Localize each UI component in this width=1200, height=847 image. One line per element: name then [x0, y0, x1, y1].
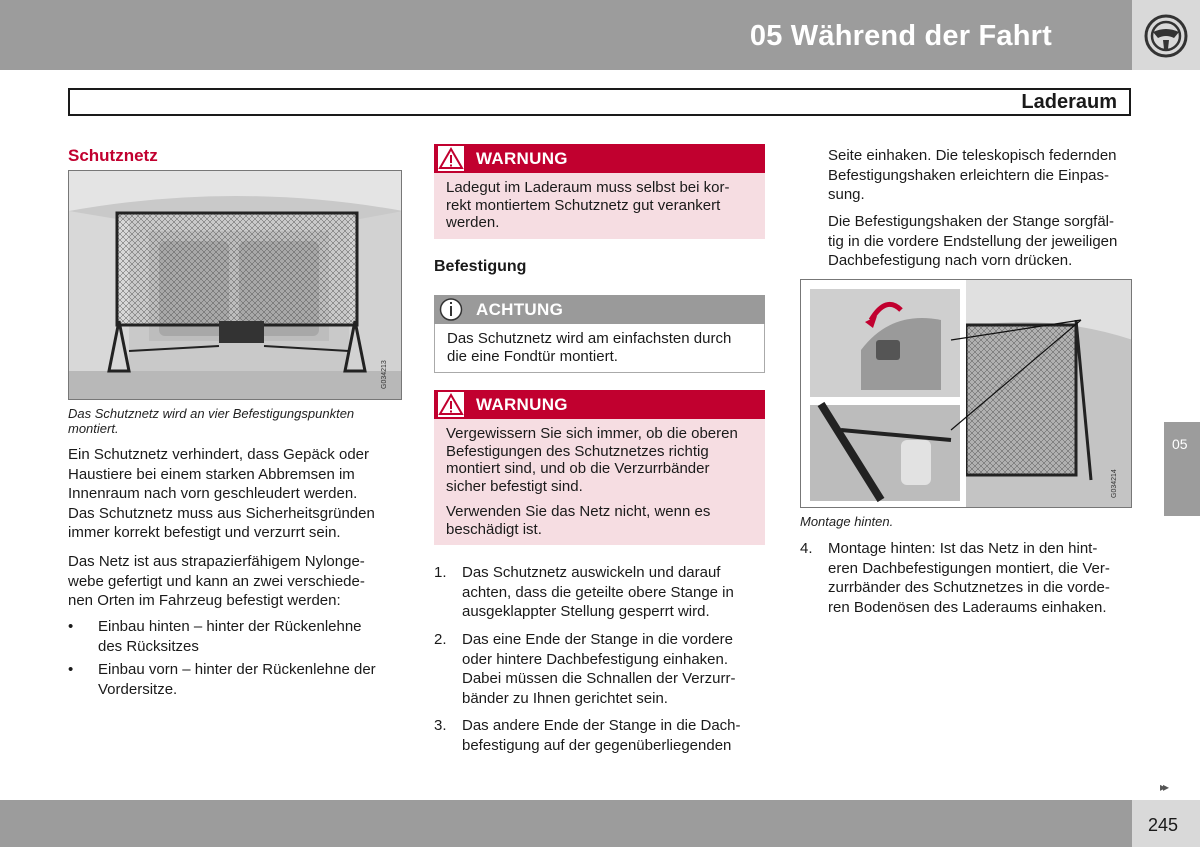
- chapter-icon-box: [1132, 0, 1200, 70]
- rear-mounting-photo: [800, 279, 1132, 508]
- warning-text: Ladegut im Laderaum muss selbst bei kor- rekt montiertem Schutznetz gut verankert werden.: [434, 173, 765, 239]
- caution-header: ACHTUNG: [434, 295, 765, 324]
- photo-code: G034214: [1111, 469, 1118, 498]
- warning-box-1: [434, 144, 765, 239]
- warning-triangle-icon: [438, 392, 464, 417]
- warning-triangle-icon: [438, 146, 464, 171]
- photo-code: G034213: [381, 360, 388, 389]
- step-2: 2. Das eine Ende der Stange in die vordere oder hintere Dachbefestigung einhaken. Dabei müssen die Schnallen der Verzurr- bänder zu Ihnen gerichtet sein.: [434, 631, 736, 707]
- caution-text: Das Schutznetz wird am einfachsten durch die eine Fondtür montiert.: [434, 324, 765, 373]
- cargo-net-photo: [68, 170, 402, 400]
- section-header-box: [68, 88, 1131, 116]
- step-1: 1. Das Schutznetz auswickeln und darauf achten, dass die geteilte obere Stange in ausgeklappter Stellung gesperrt wird.: [434, 564, 734, 620]
- section-heading-schutznetz: Schutznetz: [68, 146, 158, 165]
- intro-paragraph: Ein Schutznetz verhindert, dass Gepäck oder Haustiere bei einem starken Abbremsen im Innenraum nach vorn geschleudert werden. Das Schutznetz muss aus Sicherheitsgründen immer korrekt befestigt und verzurrt sein.: [68, 446, 375, 541]
- list-item: • Einbau vorn – hinter der Rückenlehne der Vordersitze.: [68, 661, 376, 698]
- info-icon: [438, 297, 464, 322]
- chapter-side-tab: 05: [1164, 422, 1200, 516]
- chapter-header-bar: [0, 0, 1132, 70]
- section-title: Laderaum: [1021, 91, 1117, 113]
- continue-arrows-icon: ▸▸: [1160, 780, 1167, 794]
- step-3: 3. Das andere Ende der Stange in die Dach- befestigung auf der gegenüberliegenden: [434, 717, 741, 754]
- continued-paragraph: Seite einhaken. Die teleskopisch federnden Befestigungshaken erleichtern die Einpas- sung.: [828, 147, 1117, 203]
- warning-box-2: [434, 390, 765, 545]
- step-4: 4. Montage hinten: Ist das Netz in den hint- eren Dachbefestigungen montiert, die Ver- zurrbänder des Schutznetzes in die vorde- ren Bodenösen des Laderaums einhaken.: [800, 540, 1110, 616]
- subheading-befestigung: Befestigung: [434, 258, 527, 275]
- footer-bar: [0, 800, 1132, 847]
- warning-header: WARNUNG: [434, 144, 765, 173]
- hook-paragraph: Die Befestigungshaken der Stange sorgfäl- tig in die vordere Endstellung der jeweiligen Dachbefestigung nach vorn drücken.: [828, 213, 1118, 269]
- warning-text: Vergewissern Sie sich immer, ob die oberen Befestigungen des Schutznetzes richtig montiert sind, und ob die Verzurrbänder sicher befestigt sind. Verwenden Sie das Netz nicht, wenn es beschädigt ist.: [434, 419, 765, 545]
- page-number: 245: [1148, 815, 1179, 835]
- material-paragraph: Das Netz ist aus strapazierfähigem Nylonge- webe gefertigt und kann an zwei verschiede- nen Orten im Fahrzeug befestigt werden:: [68, 553, 365, 609]
- photo-caption-2: Montage hinten.: [800, 514, 894, 529]
- steering-wheel-icon: [1144, 14, 1188, 58]
- warning-header: WARNUNG: [434, 390, 765, 419]
- photo-caption-1: Das Schutznetz wird an vier Befestigungspunkten montiert.: [68, 406, 355, 436]
- chapter-title: 05 Während der Fahrt: [749, 20, 1052, 52]
- caution-box: [434, 295, 765, 373]
- list-item: • Einbau hinten – hinter der Rückenlehne des Rücksitzes: [68, 618, 362, 655]
